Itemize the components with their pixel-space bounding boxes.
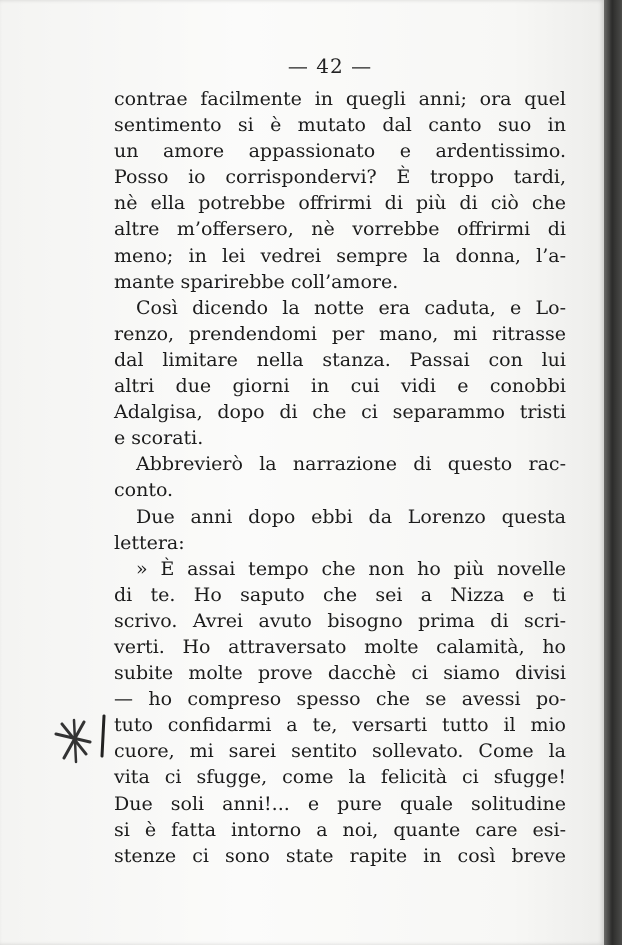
text-line: Abbrevierò la narrazione di questo rac- — [136, 453, 566, 476]
text-line: conto. — [114, 479, 174, 502]
text-line: scrivo. Avrei avuto bisogno prima di scri- — [114, 609, 566, 632]
text-line: vita ci sfugge, come la felicità ci sfugge! — [114, 766, 566, 789]
text-line: contrae facilmente in quegli anni; ora quel — [114, 88, 566, 110]
text-line: un amore appassionato e ardentissimo. — [114, 140, 566, 163]
text-line: Così dicendo la notte era caduta, e Lo- — [136, 296, 566, 319]
text-line: nè ella potrebbe offrirmi di più di ciò che — [114, 192, 566, 215]
text-line: renzo, prendendomi per mano, mi ritrasse — [114, 322, 566, 345]
text-line: subite molte prove dacchè ci siamo divisi — [114, 662, 566, 685]
text-line: cuore, mi sarei sentito sollevato. Come la — [114, 740, 566, 763]
handwritten-asterisk-mark-icon — [50, 712, 110, 772]
text-line: stenze ci sono state rapite in così breve — [114, 844, 566, 867]
text-line: Due soli anni!... e pure quale solitudine — [114, 792, 566, 815]
page-number: — 42 — — [287, 54, 373, 78]
text-line: — ho compreso spesso che se avessi po- — [114, 688, 566, 711]
text-line: lettera: — [114, 531, 185, 554]
text-line: Due anni dopo ebbi da Lorenzo questa — [136, 505, 566, 528]
text-line: sentimento si è mutato dal canto suo in — [114, 114, 566, 137]
text-line: mante sparirebbe coll’amore. — [114, 270, 399, 293]
text-line: tuto confidarmi a te, versarti tutto il mio — [114, 714, 566, 737]
text-line: e scorati. — [114, 427, 204, 450]
text-line: Posso io corrispondervi? È troppo tardi, — [114, 166, 566, 189]
body-text — [114, 86, 566, 869]
text-line: dal limitare nella stanza. Passai con lui — [114, 348, 566, 371]
text-line: altri due giorni in cui vidi e conobbi — [114, 375, 566, 398]
text-line: Adalgisa, dopo di che ci separammo tristi — [114, 401, 566, 424]
text-line: di te. Ho saputo che sei a Nizza e ti — [114, 583, 566, 606]
text-line: meno; in lei vedrei sempre la donna, l’a- — [114, 244, 566, 267]
book-spine-edge — [604, 0, 622, 945]
text-line: altre m’offersero, nè vorrebbe offrirmi di — [114, 218, 566, 241]
text-line: » È assai tempo che non ho più novelle — [136, 557, 566, 580]
text-line: verti. Ho attraversato molte calamità, ho — [114, 635, 566, 658]
text-line: si è fatta intorno a noi, quante care esi- — [114, 818, 566, 841]
